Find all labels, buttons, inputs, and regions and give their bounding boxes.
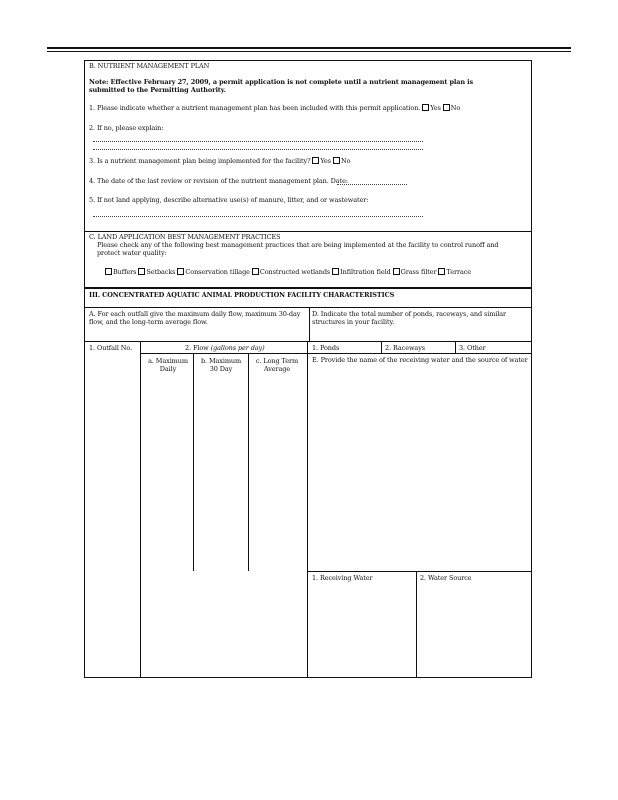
d-raceways-label: 2. Raceways [385, 344, 426, 352]
d-ponds-divider [381, 341, 382, 353]
question-4: 4. The date of the last review or revision of the nutrient management plan. Date: [89, 177, 348, 185]
part-a-instruction: A. For each outfall give the maximum daily flow, maximum 30-day flow, and the long-term average flow. [89, 310, 301, 326]
bmp-checkbox-conservation-tillage[interactable] [177, 268, 184, 275]
bmp-checkbox-infiltration-field[interactable] [332, 268, 339, 275]
part-d-instruction: D. Indicate the total number of ponds, raceways, and similar structures in your facility. [312, 310, 507, 326]
bmp-checkbox-grass-filter[interactable] [393, 268, 400, 275]
bmp-label-buffers: Buffers [113, 268, 137, 276]
bmp-label-infiltration-field: Infiltration field [340, 268, 391, 276]
flow-subheader-rule [140, 353, 308, 354]
section-c-instruction: Please check any of the following best management practices that are being implemented at the facility to control runoff and protect water quality: [97, 241, 499, 257]
section-iii-heading: III. CONCENTRATED AQUATIC ANIMAL PRODUCTION FACILITY CHARACTERISTICS [89, 291, 395, 299]
col-outfall-divider [140, 341, 141, 678]
d-raceways-divider [455, 341, 456, 353]
part-a-d-divider [309, 307, 310, 341]
permit-form [84, 60, 532, 678]
question-1-text: 1. Please indicate whether a nutrient management plan has been included with this permit application. [89, 104, 421, 112]
q2-answer-line-2[interactable] [93, 149, 423, 150]
bmp-label-setbacks: Setbacks [146, 268, 176, 276]
col-flow-label: 2. Flow [185, 344, 209, 352]
bmp-options [105, 268, 471, 276]
col-max-30day: b. Maximum 30 Day [200, 357, 242, 373]
q3-yes-label: Yes [320, 157, 332, 165]
question-2: 2. If no, please explain: [89, 124, 164, 132]
e-sub-rule [307, 571, 531, 572]
q3-no-label: No [341, 157, 351, 165]
question-3 [89, 157, 350, 165]
q1-no-label: No [450, 104, 461, 112]
section-b-note: Note: Effective February 27, 2009, a permit application is not complete until a nutrient management plan is submitted to the Permitting Authority. [89, 78, 474, 94]
q3-no-checkbox[interactable] [333, 157, 340, 164]
bmp-checkbox-buffers[interactable] [105, 268, 112, 275]
q1-yes-checkbox[interactable] [422, 104, 429, 111]
d-other-label: 3. Other [459, 344, 486, 352]
top-rule-thin [47, 51, 571, 52]
col-flow-unit: (gallons per day) [210, 344, 265, 352]
question-1 [89, 104, 460, 112]
section-c-divider [85, 231, 531, 232]
section-iii-top-rule [85, 287, 531, 289]
q2-answer-line-1[interactable] [93, 141, 423, 142]
col-flow-right-divider [307, 341, 308, 678]
q1-no-checkbox[interactable] [443, 104, 450, 111]
bmp-checkbox-setbacks[interactable] [138, 268, 145, 275]
q4-date-field[interactable] [337, 184, 407, 185]
q1-yes-label: Yes [430, 104, 441, 112]
section-c-heading: C. LAND APPLICATION BEST MANAGEMENT PRACTICES [89, 233, 281, 241]
bmp-checkbox-constructed-wetlands[interactable] [252, 268, 259, 275]
bmp-label-grass-filter: Grass filter [400, 268, 437, 276]
bmp-label-conservation-tillage: Conservation tillage [185, 268, 250, 276]
table-top-rule [85, 341, 531, 342]
col-flow-header [185, 344, 265, 352]
top-rule-thick [47, 47, 571, 49]
bmp-label-terrace: Terrace [446, 268, 472, 276]
bmp-label-constructed-wetlands: Constructed wetlands [259, 268, 331, 276]
e-receiving-water-label: 1. Receiving Water [312, 574, 373, 582]
col-outfall-no: 1. Outfall No. [89, 344, 133, 352]
question-5: 5. If not land applying, describe alternative use(s) of manure, litter, and or wastewater: [89, 196, 369, 204]
d-ponds-label: 1. Ponds [312, 344, 340, 352]
e-water-source-label: 2. Water Source [420, 574, 472, 582]
section-iii-heading-rule [85, 307, 531, 308]
section-b-heading: B. NUTRIENT MANAGEMENT PLAN [89, 62, 210, 70]
d-row-rule [307, 353, 531, 354]
question-3-text: 3. Is a nutrient management plan being implemented for the facility? [89, 157, 311, 165]
e-sub-divider [416, 571, 417, 678]
col-max-30day-divider [248, 353, 249, 571]
q3-yes-checkbox[interactable] [312, 157, 319, 164]
part-e-instruction: E. Provide the name of the receiving water and the source of water [312, 356, 528, 364]
col-max-daily-divider [193, 353, 194, 571]
q5-answer-line[interactable] [93, 216, 423, 217]
col-max-daily: a. Maximum Daily [148, 357, 188, 373]
col-long-term-avg: c. Long Term Average [255, 357, 299, 373]
bmp-checkbox-terrace[interactable] [438, 268, 445, 275]
